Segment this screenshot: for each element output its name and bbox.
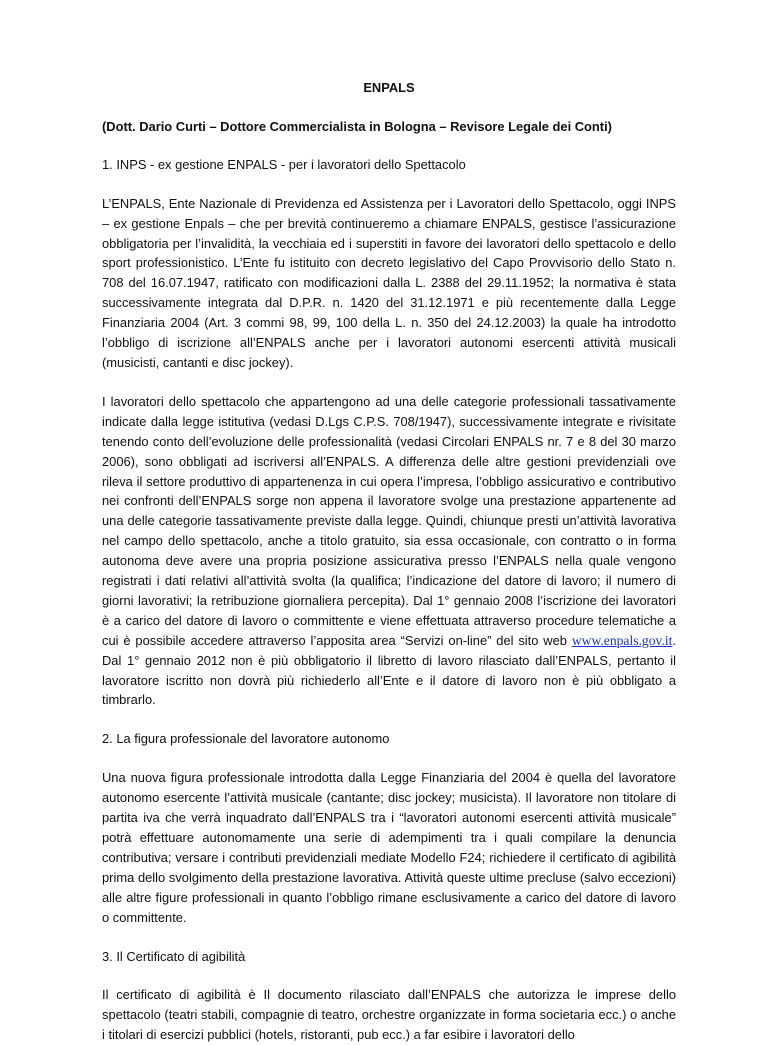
paragraph-text-after-link: . Dal 1° gennaio 2012 non è più obbligatorio il libretto di lavoro rilasciato dall’ENPALS, pertanto il lavoratore iscritto non dovrà più richiederlo all’Ente e il datore di lavoro non è più obbligato a timbrarlo. (102, 632, 676, 708)
section-1-paragraph-2 (102, 392, 676, 711)
enpals-website-link[interactable]: www.enpals.gov.it (571, 632, 673, 648)
section-3-paragraph-1: Il certificato di agibilità è Il documento rilasciato dall’ENPALS che autorizza le imprese dello spettacolo (teatri stabili, compagnie di teatro, orchestre organizzate in forma societaria ecc.) o anche i titolari di esercizi pubblici (hotels, ristoranti, pub ecc.) a far esibire i lavoratori dello (102, 987, 676, 1043)
section-heading-2: 2. La figura professionale del lavoratore autonomo (102, 731, 390, 747)
section-1-paragraph-1: L’ENPALS, Ente Nazionale di Previdenza ed Assistenza per i Lavoratori dello Spettacolo, oggi INPS – ex gestione Enpals – che per brevità continueremo a chiamare ENPALS, gestisce l’assicurazione obbligatoria per l’invalidità, la vecchiaia ed i superstiti in favore dei lavoratori dello spettacolo e dello sport professionistico. L’Ente fu istituito con decreto legislativo del Capo Provvisorio dello Stato n. 708 del 16.07.1947, ratificato con modificazioni dalla L. 2388 del 29.11.1952; la normativa è stata successivamente integrata dal D.P.R. n. 1420 del 31.12.1971 e più recentemente dalla Legge Finanziaria 2004 (Art. 3 commi 98, 99, 100 della L. n. 350 del 24.12.2003) la quale ha introdotto l’obbligo di iscrizione all’ENPALS anche per i lavoratori autonomi esercenti attività musicali (musicisti, cantanti e disc jockey). (102, 195, 676, 370)
section-heading-3: 3. Il Certificato di agibilità (102, 948, 246, 964)
document-subtitle: (Dott. Dario Curti – Dottore Commercialista in Bologna – Revisore Legale dei Conti) (102, 118, 612, 134)
document-title: ENPALS (363, 80, 415, 95)
section-heading-1: 1. INPS - ex gestione ENPALS - per i lavoratori dello Spettacolo (102, 156, 466, 172)
section-2-paragraph-1: Una nuova figura professionale introdotta dalla Legge Finanziaria del 2004 è quella del lavoratore autonomo esercente l’attività musicale (cantante; disc jockey; musicista). Il lavoratore non titolare di partita iva che verrà inquadrato dall’ENPALS tra i “lavoratori autonomi esercenti attività musicale” potrà effettuare autonomamente una serie di adempimenti tra i quali compilare la denuncia contributiva; versare i contributi previdenziali mediate Modello F24; richiedere il certificato di agibilità prima dello svolgimento della prestazione lavorativa. Attività queste ultime precluse (salvo eccezioni) alle altre figure professionali in quanto l’obbligo rimane esclusivamente a carico del datore di lavoro o committente. (102, 770, 676, 925)
paragraph-text: I lavoratori dello spettacolo che appartengono ad una delle categorie professionali tassativamente indicate dalla legge istitutiva (vedasi D.Lgs C.P.S. 708/1947), successivamente integrate e rivisitate tenendo conto dell’evoluzione delle professionalità (vedasi Circolari ENPALS nr. 7 e 8 del 30 marzo 2006), sono obbligati ad iscriversi all’ENPALS. A differenza delle altre gestioni previdenziali ove rileva il settore produttivo di appartenenza in cui opera l’impresa, l’obbligo assicurativo e contributivo nei confronti dell’ENPALS sorge non appena il lavoratore svolge una prestazione appartenente ad una delle categorie tassativamente previste dalla legge. Quindi, chiunque presti un’attività lavorativa nel campo dello spettacolo, anche a titolo gratuito, sia essa occasionale, con contratto o in forma autonoma deve avere una propria posizione assicurativa presso l’ENPALS nella quale vengono registrati i dati relativi all’attività svolta (la qualifica; l’indicazione del datore di lavoro; il numero di giorni lavorativi; la retribuzione giornaliera percepita). Dal 1° gennaio 2008 l’iscrizione dei lavoratori è a carico del datore di lavoro o committente e viene effettuata attraverso procedure telematiche a cui è possibile accedere attraverso l’apposita area “Servizi on-line” del sito web (102, 393, 676, 648)
